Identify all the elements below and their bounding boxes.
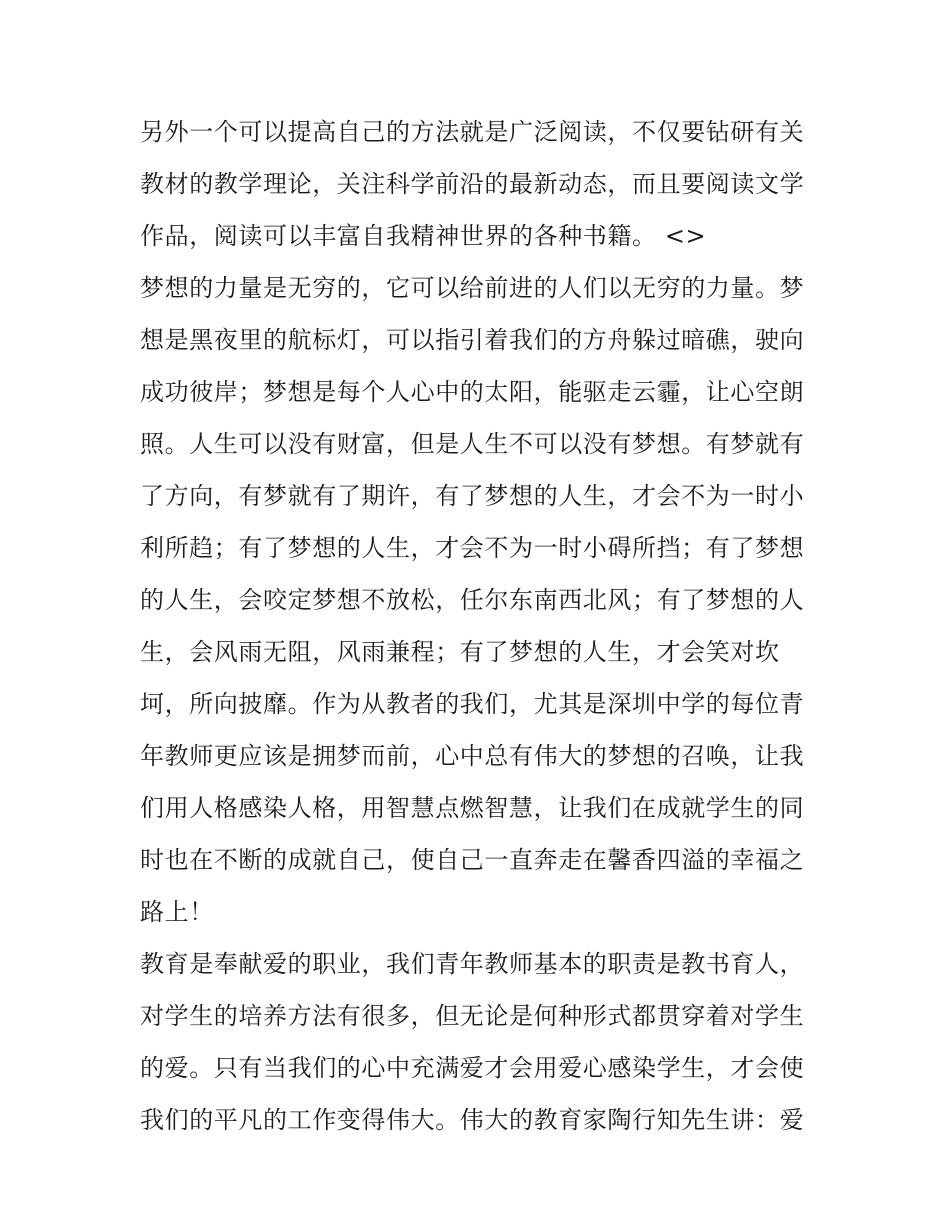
text-line: 的人生，会咬定梦想不放松，任尔东南西北风；有了梦想的人 bbox=[140, 586, 805, 614]
text-line: 另外一个可以提高自己的方法就是广泛阅读，不仅要钻研有关 bbox=[140, 118, 805, 146]
text-line: 我们的平凡的工作变得伟大。伟大的教育家陶行知先生讲：爱 bbox=[140, 1106, 805, 1134]
paragraph-reading bbox=[140, 106, 820, 262]
text-line: 们用人格感染人格，用智慧点燃智慧，让我们在成就学生的同 bbox=[140, 794, 805, 822]
document-body bbox=[140, 106, 820, 1146]
text-line: 梦想的力量是无穷的，它可以给前进的人们以无穷的力量。梦 bbox=[140, 274, 805, 302]
text-line: 路上！ bbox=[140, 898, 214, 926]
text-line: 作品，阅读可以丰富自我精神世界的各种书籍。 <> bbox=[140, 222, 707, 250]
text-line: 成功彼岸；梦想是每个人心中的太阳，能驱走云霾，让心空朗 bbox=[140, 378, 805, 406]
text-line: 的爱。只有当我们的心中充满爱才会用爱心感染学生，才会使 bbox=[140, 1054, 805, 1082]
text-line: 教材的教学理论，关注科学前沿的最新动态，而且要阅读文学 bbox=[140, 170, 805, 198]
text-line: 照。人生可以没有财富，但是人生不可以没有梦想。有梦就有 bbox=[140, 430, 805, 458]
text-line: 想是黑夜里的航标灯，可以指引着我们的方舟躲过暗礁，驶向 bbox=[140, 326, 805, 354]
text-line: 了方向，有梦就有了期许，有了梦想的人生，才会不为一时小 bbox=[140, 482, 805, 510]
text-line: 教育是奉献爱的职业，我们青年教师基本的职责是教书育人， bbox=[140, 950, 805, 978]
text-line: 年教师更应该是拥梦而前，心中总有伟大的梦想的召唤，让我 bbox=[140, 742, 805, 770]
text-line: 坷，所向披靡。作为从教者的我们，尤其是深圳中学的每位青 bbox=[140, 690, 805, 718]
paragraph-education-love bbox=[140, 938, 820, 1146]
paragraph-dream bbox=[140, 262, 820, 938]
text-line: 生，会风雨无阻，风雨兼程；有了梦想的人生，才会笑对坎 bbox=[140, 638, 780, 666]
text-line: 时也在不断的成就自己，使自己一直奔走在馨香四溢的幸福之 bbox=[140, 846, 805, 874]
text-line: 利所趋；有了梦想的人生，才会不为一时小碍所挡；有了梦想 bbox=[140, 534, 805, 562]
text-line: 对学生的培养方法有很多，但无论是何种形式都贯穿着对学生 bbox=[140, 1002, 805, 1030]
